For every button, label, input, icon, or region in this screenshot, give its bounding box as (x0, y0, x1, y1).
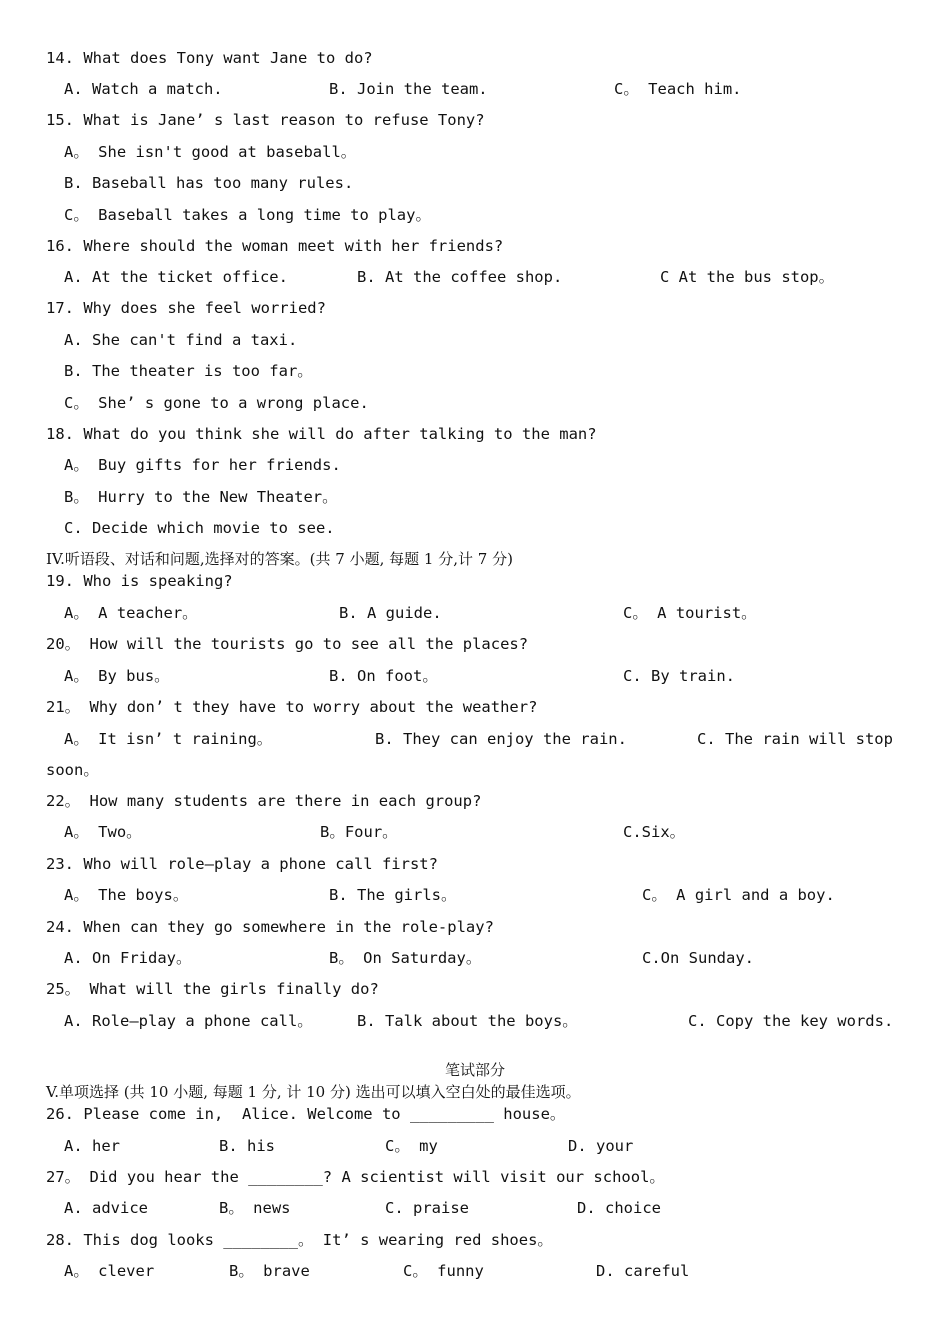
option-22c: C.Six。 (623, 823, 686, 841)
option-19b: B. A guide. (339, 604, 442, 622)
option-21c-continued: soon。 (46, 761, 99, 779)
option-20c: C. By train. (623, 667, 735, 685)
option-18a: A。 Buy gifts for her friends. (64, 456, 341, 474)
option-27c: C. praise (385, 1199, 469, 1217)
option-27b: B。 news (219, 1199, 291, 1217)
option-23c: C。 A girl and a boy. (642, 886, 835, 904)
question-23: 23. Who will role—play a phone call first? (46, 855, 438, 873)
option-16a: A. At the ticket office. (64, 268, 288, 286)
option-19a: A。 A teacher。 (64, 604, 198, 622)
option-15b: B. Baseball has too many rules. (64, 174, 354, 192)
option-14b: B. Join the team. (329, 80, 488, 98)
question-27: 27。 Did you hear the ________? A scientist will visit our school。 (46, 1168, 665, 1186)
question-19: 19. Who is speaking? (46, 572, 233, 590)
option-28b: B。 brave (229, 1262, 310, 1280)
question-18: 18. What do you think she will do after talking to the man? (46, 425, 597, 443)
option-26a: A. her (64, 1137, 120, 1155)
option-19c: C。 A tourist。 (623, 604, 757, 622)
option-26d: D. your (568, 1137, 634, 1155)
question-22: 22。 How many students are there in each group? (46, 792, 482, 810)
option-21b: B. They can enjoy the rain. (375, 730, 627, 748)
section-4-title: IV.听语段、对话和问题,选择对的答案。(共 7 小题, 每题 1 分,计 7 分) (46, 550, 513, 568)
option-25a: A. Role—play a phone call。 (64, 1012, 313, 1030)
option-15c: C。 Baseball takes a long time to play。 (64, 206, 431, 224)
option-14a: A. Watch a match. (64, 80, 223, 98)
question-14: 14. What does Tony want Jane to do? (46, 49, 373, 67)
option-15a: A。 She isn't good at baseball。 (64, 143, 357, 161)
question-25: 25。 What will the girls finally do? (46, 980, 379, 998)
option-16c: C At the bus stop。 (660, 268, 835, 286)
option-28a: A。 clever (64, 1262, 155, 1280)
option-20b: B. On foot。 (329, 667, 438, 685)
option-22b: B。Four。 (320, 823, 398, 841)
option-14c: C。 Teach him. (614, 80, 742, 98)
option-17a: A. She can't find a taxi. (64, 331, 298, 349)
option-24b: B。 On Saturday。 (329, 949, 482, 967)
option-24c: C.On Sunday. (642, 949, 754, 967)
option-20a: A。 By bus。 (64, 667, 170, 685)
question-24: 24. When can they go somewhere in the role-play? (46, 918, 494, 936)
section-5-title: V.单项选择 (共 10 小题, 每题 1 分, 计 10 分) 选出可以填入空白处的最佳选项。 (46, 1083, 581, 1101)
option-26c: C。 my (385, 1137, 438, 1155)
option-22a: A。 Two。 (64, 823, 142, 841)
option-16b: B. At the coffee shop. (357, 268, 563, 286)
option-17c: C。 She’ s gone to a wrong place. (64, 394, 369, 412)
option-23b: B. The girls。 (329, 886, 457, 904)
question-20: 20。 How will the tourists go to see all the places? (46, 635, 529, 653)
question-28: 28. This dog looks ________。 It’ s wearing red shoes。 (46, 1231, 553, 1249)
option-23a: A。 The boys。 (64, 886, 189, 904)
option-25b: B. Talk about the boys。 (357, 1012, 578, 1030)
option-21a: A。 It isn’ t raining。 (64, 730, 273, 748)
option-28d: D. careful (596, 1262, 690, 1280)
question-16: 16. Where should the woman meet with her friends? (46, 237, 504, 255)
option-27d: D. choice (577, 1199, 661, 1217)
written-part-heading: 笔试部分 (444, 1061, 505, 1079)
option-25c: C. Copy the key words. (688, 1012, 894, 1030)
option-24a: A. On Friday。 (64, 949, 192, 967)
option-26b: B. his (219, 1137, 275, 1155)
question-17: 17. Why does she feel worried? (46, 299, 326, 317)
option-18c: C. Decide which movie to see. (64, 519, 335, 537)
question-21: 21。 Why don’ t they have to worry about the weather? (46, 698, 538, 716)
option-17b: B. The theater is too far。 (64, 362, 313, 380)
option-28c: C。 funny (403, 1262, 484, 1280)
question-26: 26. Please come in, Alice. Welcome to _________ house。 (46, 1105, 566, 1123)
option-18b: B。 Hurry to the New Theater。 (64, 488, 338, 506)
option-21c: C. The rain will stop (697, 730, 893, 748)
question-15: 15. What is Jane’ s last reason to refuse Tony? (46, 111, 485, 129)
option-27a: A. advice (64, 1199, 148, 1217)
